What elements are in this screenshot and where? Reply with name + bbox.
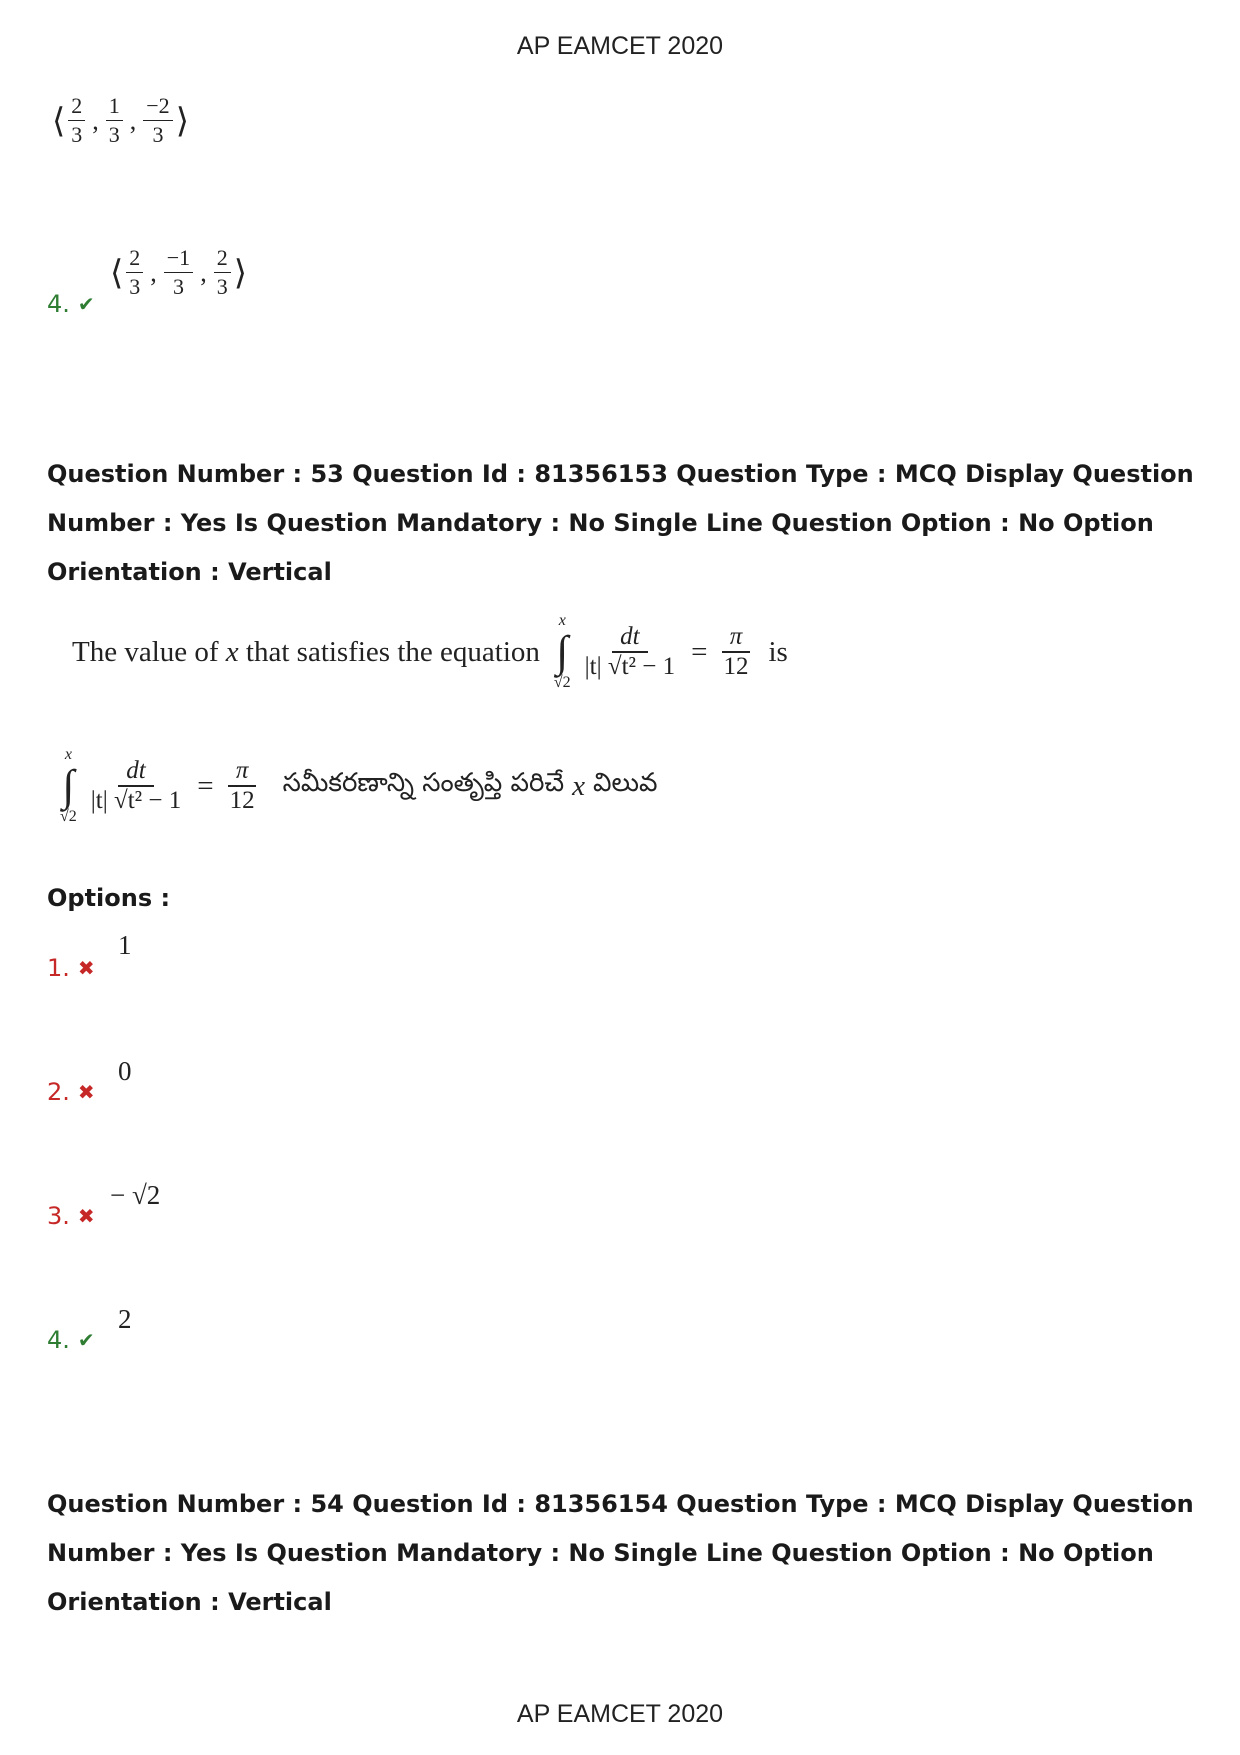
options-heading: Options : — [47, 884, 171, 912]
prev-option-4-label: 4. ✔ — [47, 290, 95, 318]
rhs-fraction: $\frac{\pi}{12}$ — [723, 623, 749, 680]
left-angle: ⟨ — [52, 102, 66, 140]
option-3-label: 3. ✖ — [47, 1202, 95, 1230]
denominator: 3 — [129, 274, 141, 299]
numerator: 2 — [214, 244, 231, 273]
integrand: $\frac{dt}{\text{|t| √t² − 1}}$ — [90, 757, 182, 814]
option-vector-prev-4: ⟨ $\frac{2}{3}$ , $\frac{-1}{3}$ , $\frac{2}{3}$ ⟩ — [110, 245, 247, 299]
question-54-meta: Question Number : 54 Question Id : 81356154 Question Type : MCQ Display Question Number : Yes Is Question Mandatory : No Single Line Question Option : No Option Orientation : Vertical — [47, 1490, 1194, 1616]
option-4-value[interactable]: 2 — [118, 1304, 132, 1334]
option-3-value[interactable]: − √2 — [110, 1180, 161, 1210]
option-2-value[interactable]: 0 — [118, 1056, 132, 1086]
denominator: 3 — [152, 122, 164, 147]
check-icon: ✔ — [77, 1328, 95, 1352]
denominator: 3 — [71, 122, 83, 147]
fraction-a — [126, 244, 143, 301]
integral: x ∫ √2 — [60, 746, 77, 825]
cross-icon: ✖ — [77, 956, 95, 980]
option-1-value[interactable]: 1 — [118, 930, 132, 960]
question-53-stem-en: The value of x that satisfies the equation x ∫ √2 $\frac{dt}{\text{|t| √t² − 1}}$ = $\frac{\pi}{12}$ is — [72, 612, 788, 691]
fraction-c — [214, 244, 231, 301]
option-4-label: 4. ✔ — [47, 1326, 95, 1354]
rhs-fraction: $\frac{\pi}{12}$ — [229, 757, 255, 814]
check-icon: ✔ — [77, 292, 95, 316]
integral: x ∫ √2 — [553, 612, 571, 691]
denominator: 3 — [108, 122, 120, 147]
numerator: −2 — [143, 92, 172, 121]
question-53-meta: Question Number : 53 Question Id : 81356153 Question Type : MCQ Display Question Number : Yes Is Question Mandatory : No Single Line Question Option : No Option Orientation : Vertical — [47, 460, 1194, 586]
option-vector-prev: ⟨ $\frac{2}{3}$ , $\frac{1}{3}$ , $\frac{-2}{3}$ ⟩ — [52, 93, 189, 147]
numerator: 2 — [126, 244, 143, 273]
fraction-b — [164, 244, 193, 301]
cross-icon: ✖ — [77, 1080, 95, 1104]
fraction-a — [68, 92, 85, 149]
fraction-c — [143, 92, 172, 149]
denominator: 3 — [172, 274, 184, 299]
numerator: 2 — [68, 92, 85, 121]
option-2-label: 2. ✖ — [47, 1078, 95, 1106]
option-1-label: 1. ✖ — [47, 954, 95, 982]
fraction-b — [106, 92, 123, 149]
question-53-stem-te: x ∫ √2 $\frac{dt}{\text{|t| √t² − 1}}$ = $\frac{\pi}{12}$ సమీకరణాన్ని సంతృప్తి పరిచే x విలువ — [60, 746, 658, 825]
cross-icon: ✖ — [77, 1204, 95, 1228]
right-angle: ⟩ — [175, 102, 189, 140]
integrand: $\frac{dt}{\text{|t| √t² − 1}}$ — [584, 623, 676, 680]
page-footer: AP EAMCET 2020 — [516, 1700, 724, 1728]
denominator: 3 — [216, 274, 228, 299]
numerator: 1 — [106, 92, 123, 121]
page-header: AP EAMCET 2020 — [516, 32, 724, 60]
numerator: −1 — [164, 244, 193, 273]
